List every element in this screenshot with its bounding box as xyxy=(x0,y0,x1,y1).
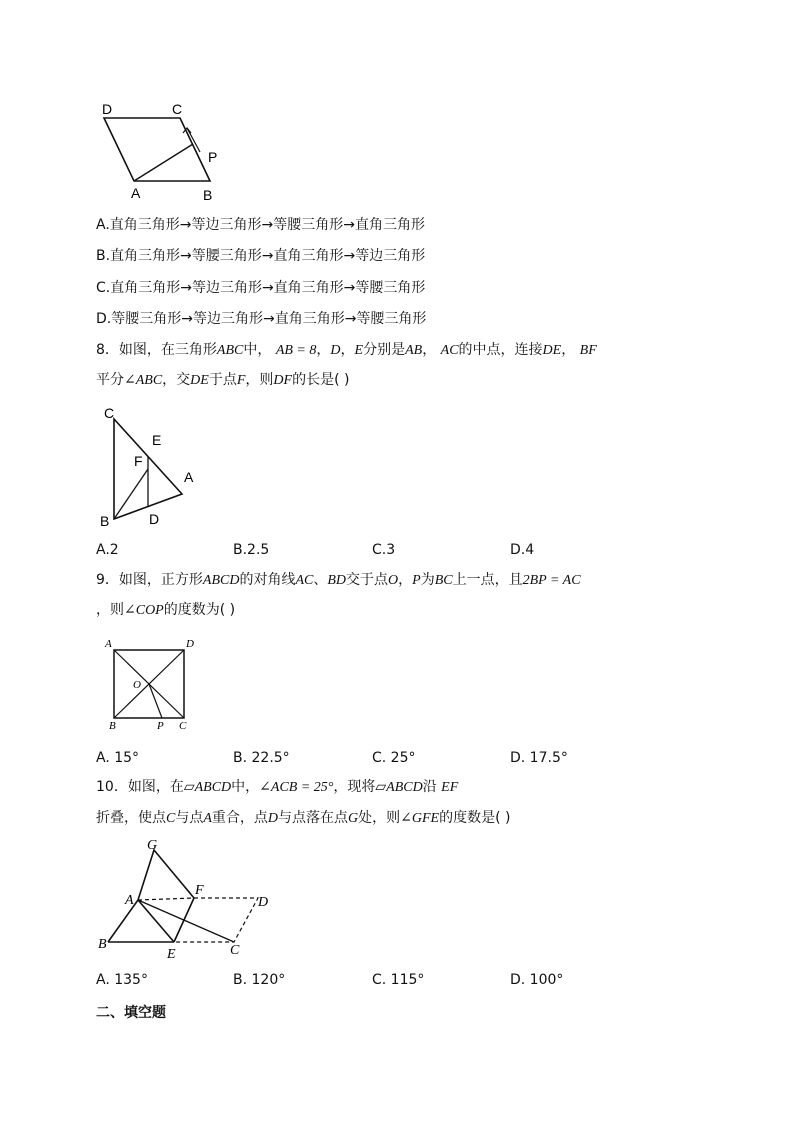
q8-stem-line1: 8．如图，在三角形ABC中， AB = 8，D，E分别是AB， AC的中点，连接DE， BF xyxy=(96,342,597,358)
q7-label-P: P xyxy=(208,149,218,165)
q10-label-G: G xyxy=(147,838,158,853)
q9-option-c: C. 25° xyxy=(372,750,416,766)
q8-label-F: F xyxy=(134,453,143,469)
q7-option-d: D.等腰三角形→等边三角形→直角三角形→等腰三角形 xyxy=(96,311,427,327)
q8-label-D: D xyxy=(149,511,160,527)
q10-stem-line2: 折叠，使点C与点A重合，点D与点落在点G处，则∠GFE的度数是( ) xyxy=(96,810,511,826)
q9-label-P: P xyxy=(157,720,164,732)
q9-label-A: A xyxy=(105,638,112,650)
q8-label-E: E xyxy=(152,432,162,448)
q8-option-a: A.2 xyxy=(96,542,119,558)
q7-option-b: B.直角三角形→等腰三角形→直角三角形→等边三角形 xyxy=(96,248,426,264)
section-title: 二、填空题 xyxy=(96,1005,166,1021)
q9-figure xyxy=(100,634,200,734)
q7-label-B: B xyxy=(203,187,213,203)
q8-option-c: C.3 xyxy=(372,542,396,558)
q10-label-F: F xyxy=(195,883,204,898)
q9-option-b: B. 22.5° xyxy=(233,750,290,766)
q10-label-E: E xyxy=(167,947,176,962)
q7-option-a: A.直角三角形→等边三角形→等腰三角形→直角三角形 xyxy=(96,217,425,233)
q8-stem-line2: 平分∠ABC，交DE于点F，则DF的长是( ) xyxy=(96,372,350,388)
q10-option-c: C. 115° xyxy=(372,972,425,988)
q9-option-a: A. 15° xyxy=(96,750,140,766)
q10-stem-line1: 10．如图，在▱ABCD中，∠ACB = 25°，现将▱ABCD沿 EF xyxy=(96,779,459,795)
q7-option-c: C.直角三角形→等边三角形→直角三角形→等腰三角形 xyxy=(96,280,426,296)
q7-label-D: D xyxy=(102,101,113,117)
q10-label-A: A xyxy=(125,893,134,908)
q8-figure xyxy=(96,402,216,532)
q9-option-d: D. 17.5° xyxy=(510,750,568,766)
q10-figure xyxy=(96,836,276,966)
q10-option-a: A. 135° xyxy=(96,972,148,988)
q8-label-C: C xyxy=(104,405,115,421)
q9-label-O: O xyxy=(133,679,141,691)
q9-label-D: D xyxy=(186,638,194,650)
q10-option-d: D. 100° xyxy=(510,972,564,988)
q10-option-b: B. 120° xyxy=(233,972,286,988)
q9-stem-line1: 9．如图，正方形ABCD的对角线AC、BD交于点O，P为BC上一点，且2BP = AC xyxy=(96,572,581,588)
q8-label-B: B xyxy=(100,513,110,529)
q7-label-A: A xyxy=(131,185,141,201)
q8-option-d: D.4 xyxy=(510,542,535,558)
q10-label-B: B xyxy=(98,937,107,952)
q7-figure xyxy=(96,96,236,206)
q7-label-C: C xyxy=(172,101,183,117)
q9-label-C: C xyxy=(179,720,187,732)
q10-label-C: C xyxy=(230,943,240,958)
q9-stem-line2: ，则∠COP的度数为( ) xyxy=(96,602,236,618)
q8-label-A: A xyxy=(184,469,194,485)
q8-option-b: B.2.5 xyxy=(233,542,270,558)
q9-label-B: B xyxy=(109,720,116,732)
q10-label-D: D xyxy=(258,895,269,910)
